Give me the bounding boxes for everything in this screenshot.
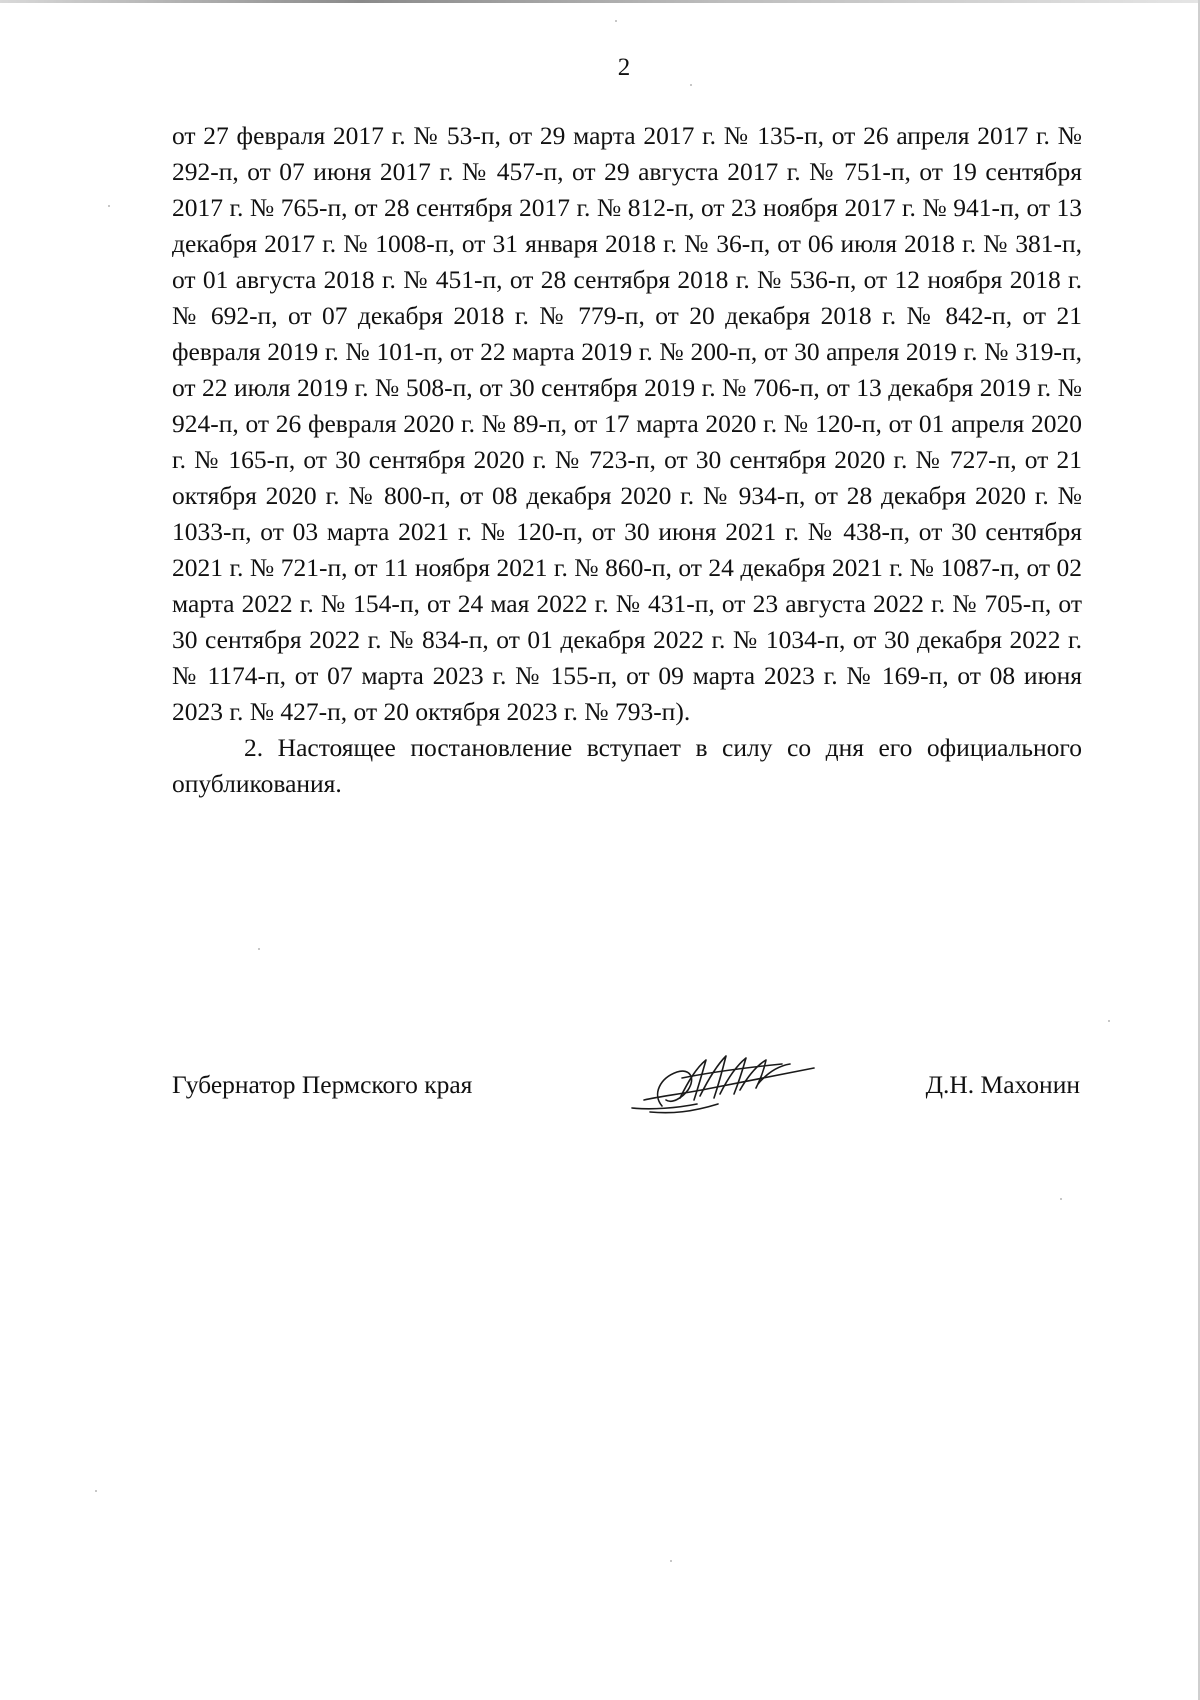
scan-speck <box>258 948 260 950</box>
scan-speck <box>615 20 617 22</box>
paragraph-effective-date: 2. Настоящее постановление вступает в силу со дня его официального опубликования. <box>172 733 1082 798</box>
handwritten-signature-icon <box>622 1038 822 1128</box>
signature-block <box>172 1060 1080 1150</box>
signer-title: Губернатор Пермского края <box>172 1070 473 1099</box>
scan-speck <box>95 1490 97 1492</box>
page-number: 2 <box>617 54 631 81</box>
scan-speck <box>670 1560 672 1562</box>
scan-speck <box>1108 1020 1110 1022</box>
scan-speck <box>1060 1198 1062 1200</box>
signer-name: Д.Н. Махонин <box>925 1070 1080 1099</box>
scan-speck <box>690 84 692 86</box>
scan-speck <box>108 205 110 207</box>
paragraph-amendments-list: от 27 февраля 2017 г. № 53-п, от 29 марта 2017 г. № 135-п, от 26 апреля 2017 г. № 292-п, от 07 июня 2017 г. № 457-п, от 29 августа 2017 г. № 751-п, от 19 сентября 2017 г. № 765-п, от 28 сентября 2017 г. № 812-п, от 23 ноября 2017 г. № 941-п, от 13 декабря 2017 г. № 1008-п, от 31 января 2018 г. № 36-п, от 06 июля 2018 г. № 381-п, от 01 августа 2018 г. № 451-п, от 28 сентября 2018 г. № 536-п, от 12 ноября 2018 г. № 692-п, от 07 декабря 2018 г. № 779-п, от 20 декабря 2018 г. № 842-п, от 21 февраля 2019 г. № 101-п, от 22 марта 2019 г. № 200-п, от 30 апреля 2019 г. № 319-п, от 22 июля 2019 г. № 508-п, от 30 сентября 2019 г. № 706-п, от 13 декабря 2019 г. № 924-п, от 26 февраля 2020 г. № 89-п, от 17 марта 2020 г. № 120-п, от 01 апреля 2020 г. № 165-п, от 30 сентября 2020 г. № 723-п, от 30 сентября 2020 г. № 727-п, от 21 октября 2020 г. № 800-п, от 08 декабря 2020 г. № 934-п, от 28 декабря 2020 г. № 1033-п, от 03 марта 2021 г. № 120-п, от 30 июня 2021 г. № 438-п, от 30 сентября 2021 г. № 721-п, от 11 ноября 2021 г. № 860-п, от 24 декабря 2021 г. № 1087-п, от 02 марта 2022 г. № 154-п, от 24 мая 2022 г. № 431-п, от 23 августа 2022 г. № 705-п, от 30 сентября 2022 г. № 834-п, от 01 декабря 2022 г. № 1034-п, от 30 декабря 2022 г. № 1174-п, от 07 марта 2023 г. № 155-п, от 09 марта 2023 г. № 169-п, от 08 июня 2023 г. № 427-п, от 20 октября 2023 г. № 793-п). <box>172 121 1082 726</box>
scan-top-edge <box>0 0 1200 3</box>
document-body <box>172 118 1082 802</box>
